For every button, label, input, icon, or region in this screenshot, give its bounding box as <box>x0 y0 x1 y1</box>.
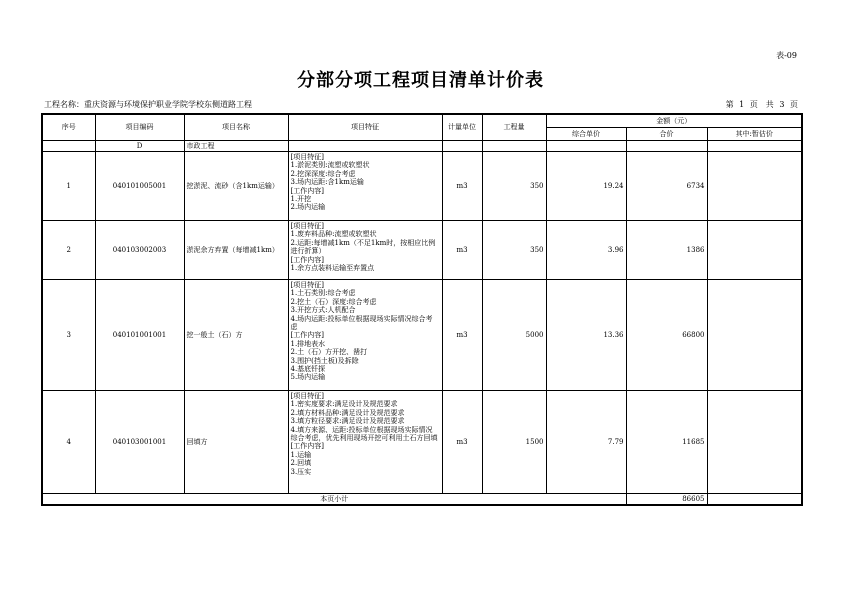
project-name: 重庆资源与环境保护职业学院学校东侧道路工程 <box>84 100 252 109</box>
feature-line: 2.场内运输 <box>290 203 326 212</box>
row-features <box>288 280 442 391</box>
section-name: 市政工程 <box>184 141 288 152</box>
section-unit <box>442 141 482 152</box>
row-qty: 350 <box>482 221 546 280</box>
feature-line: 2.运距:每增减1km（不足1km时，按相应比例进行折算） <box>290 238 436 256</box>
row-unit: m3 <box>442 391 482 494</box>
page-title: 分部分项工程项目清单计价表 <box>297 70 544 91</box>
form-code: 表-09 <box>776 51 797 60</box>
row-provisional <box>707 152 802 221</box>
row-unit: m3 <box>442 280 482 391</box>
row-total-price: 1386 <box>626 221 707 280</box>
subtotal-value: 86605 <box>626 494 707 505</box>
section-code: D <box>95 141 184 152</box>
project-label: 工程名称： <box>44 100 84 109</box>
row-qty: 350 <box>482 152 546 221</box>
pager-total: 3 <box>779 100 785 109</box>
section-total-price <box>626 141 707 152</box>
pager-suffix: 页 <box>790 100 798 109</box>
feature-line: 5.场内运输 <box>290 373 326 382</box>
row-qty: 1500 <box>482 391 546 494</box>
row-total-price: 11685 <box>626 391 707 494</box>
row-name: 挖淤泥、流砂（含1km运输） <box>184 152 288 221</box>
feature-line: 2.回填 <box>290 459 312 468</box>
feature-line: 1.淤泥类别:流塑或软塑状 <box>290 161 370 170</box>
feature-line: [工作内容] <box>290 255 324 264</box>
header-feature: 项目特征 <box>288 114 442 141</box>
row-unit-price: 13.36 <box>546 280 626 391</box>
section-qty <box>482 141 546 152</box>
header-code: 项目编码 <box>95 114 184 141</box>
feature-line: 1.密实度要求:满足设计及规范要求 <box>290 400 398 409</box>
feature-line: 1.土石类别:综合考虑 <box>290 289 356 298</box>
row-provisional <box>707 391 802 494</box>
row-code: 040103002003 <box>95 221 184 280</box>
row-name: 淤泥余方弃置（每增减1km） <box>184 221 288 280</box>
row-unit: m3 <box>442 221 482 280</box>
row-code: 040101001001 <box>95 280 184 391</box>
row-total-price: 66800 <box>626 280 707 391</box>
row-total-price: 6734 <box>626 152 707 221</box>
feature-line: 3.压实 <box>290 467 312 476</box>
section-seq <box>42 141 95 152</box>
feature-line: [工作内容] <box>290 186 324 195</box>
section-provisional <box>707 141 802 152</box>
section-unit-price <box>546 141 626 152</box>
row-provisional <box>707 280 802 391</box>
section-row <box>42 141 802 152</box>
feature-line: 1.开挖 <box>290 195 312 204</box>
header-unit-price: 综合单价 <box>546 128 626 141</box>
project-info <box>44 99 252 110</box>
row-unit-price: 3.96 <box>546 221 626 280</box>
row-unit-price: 7.79 <box>546 391 626 494</box>
feature-line: 1.排地表水 <box>290 339 326 348</box>
table-row <box>42 152 802 221</box>
bill-table <box>41 113 803 506</box>
table-row <box>42 221 802 280</box>
table-row <box>42 280 802 391</box>
row-code: 040103001001 <box>95 391 184 494</box>
feature-line: [项目特征] <box>290 392 324 400</box>
row-name: 回填方 <box>184 391 288 494</box>
row-seq: 1 <box>42 152 95 221</box>
feature-line: 4.场内运距:投标单位根据现场实际情况综合考虑 <box>290 314 433 332</box>
header-unit: 计量单位 <box>442 114 482 141</box>
header-provisional: 其中:暂估价 <box>707 128 802 141</box>
feature-line: [工作内容] <box>290 331 324 340</box>
feature-line: 2.填方材料品种:满足设计及规范要求 <box>290 408 405 417</box>
row-unit: m3 <box>442 152 482 221</box>
feature-line: 3.开挖方式:人机配合 <box>290 306 356 315</box>
row-unit-price: 19.24 <box>546 152 626 221</box>
section-feature <box>288 141 442 152</box>
feature-line: 2.挖土（石）深度:综合考虑 <box>290 297 377 306</box>
row-seq: 4 <box>42 391 95 494</box>
feature-line: 3.填方粒径要求:满足设计及规范要求 <box>290 417 405 426</box>
header-total-price: 合价 <box>626 128 707 141</box>
pager-mid: 页 共 <box>749 100 774 109</box>
subtotal-label: 本页小计 <box>42 494 626 505</box>
row-code: 040101005001 <box>95 152 184 221</box>
feature-line: 1.余方点装料运输至弃置点 <box>290 264 375 273</box>
row-features <box>288 221 442 280</box>
feature-line: 2.土（石）方开挖、凿打 <box>290 348 368 357</box>
row-name: 挖一般土（石）方 <box>184 280 288 391</box>
row-features <box>288 391 442 494</box>
feature-line: 3.场内运距:含1km运输 <box>290 178 364 187</box>
row-seq: 2 <box>42 221 95 280</box>
table-row <box>42 391 802 494</box>
header-qty: 工程量 <box>482 114 546 141</box>
feature-line: 4.基底钎探 <box>290 365 326 374</box>
feature-line: [项目特征] <box>290 222 324 230</box>
feature-line: [工作内容] <box>290 442 324 451</box>
subtotal-provisional <box>707 494 802 505</box>
feature-line: [项目特征] <box>290 153 324 161</box>
feature-line: [项目特征] <box>290 281 324 289</box>
feature-line: 3.围护(挡土板)及拆除 <box>290 356 359 365</box>
feature-line: 4.填方来源、运距:投标单位根据现场实际情况综合考虑，优先利用现场开挖可利用土石方回填 <box>290 425 438 443</box>
feature-line: 1.运输 <box>290 450 312 459</box>
pager-prefix: 第 <box>725 100 734 109</box>
row-features <box>288 152 442 221</box>
feature-line: 1.废弃料品种:流塑或软塑状 <box>290 230 377 239</box>
page-indicator <box>726 99 798 110</box>
header-amount-group: 金额（元） <box>546 114 802 128</box>
header-seq: 序号 <box>42 114 95 141</box>
feature-line: 2.挖深深度:综合考虑 <box>290 169 356 178</box>
row-provisional <box>707 221 802 280</box>
row-qty: 5000 <box>482 280 546 391</box>
row-seq: 3 <box>42 280 95 391</box>
subtotal-row <box>42 494 802 505</box>
pager-current: 1 <box>739 100 745 109</box>
header-name: 项目名称 <box>184 114 288 141</box>
